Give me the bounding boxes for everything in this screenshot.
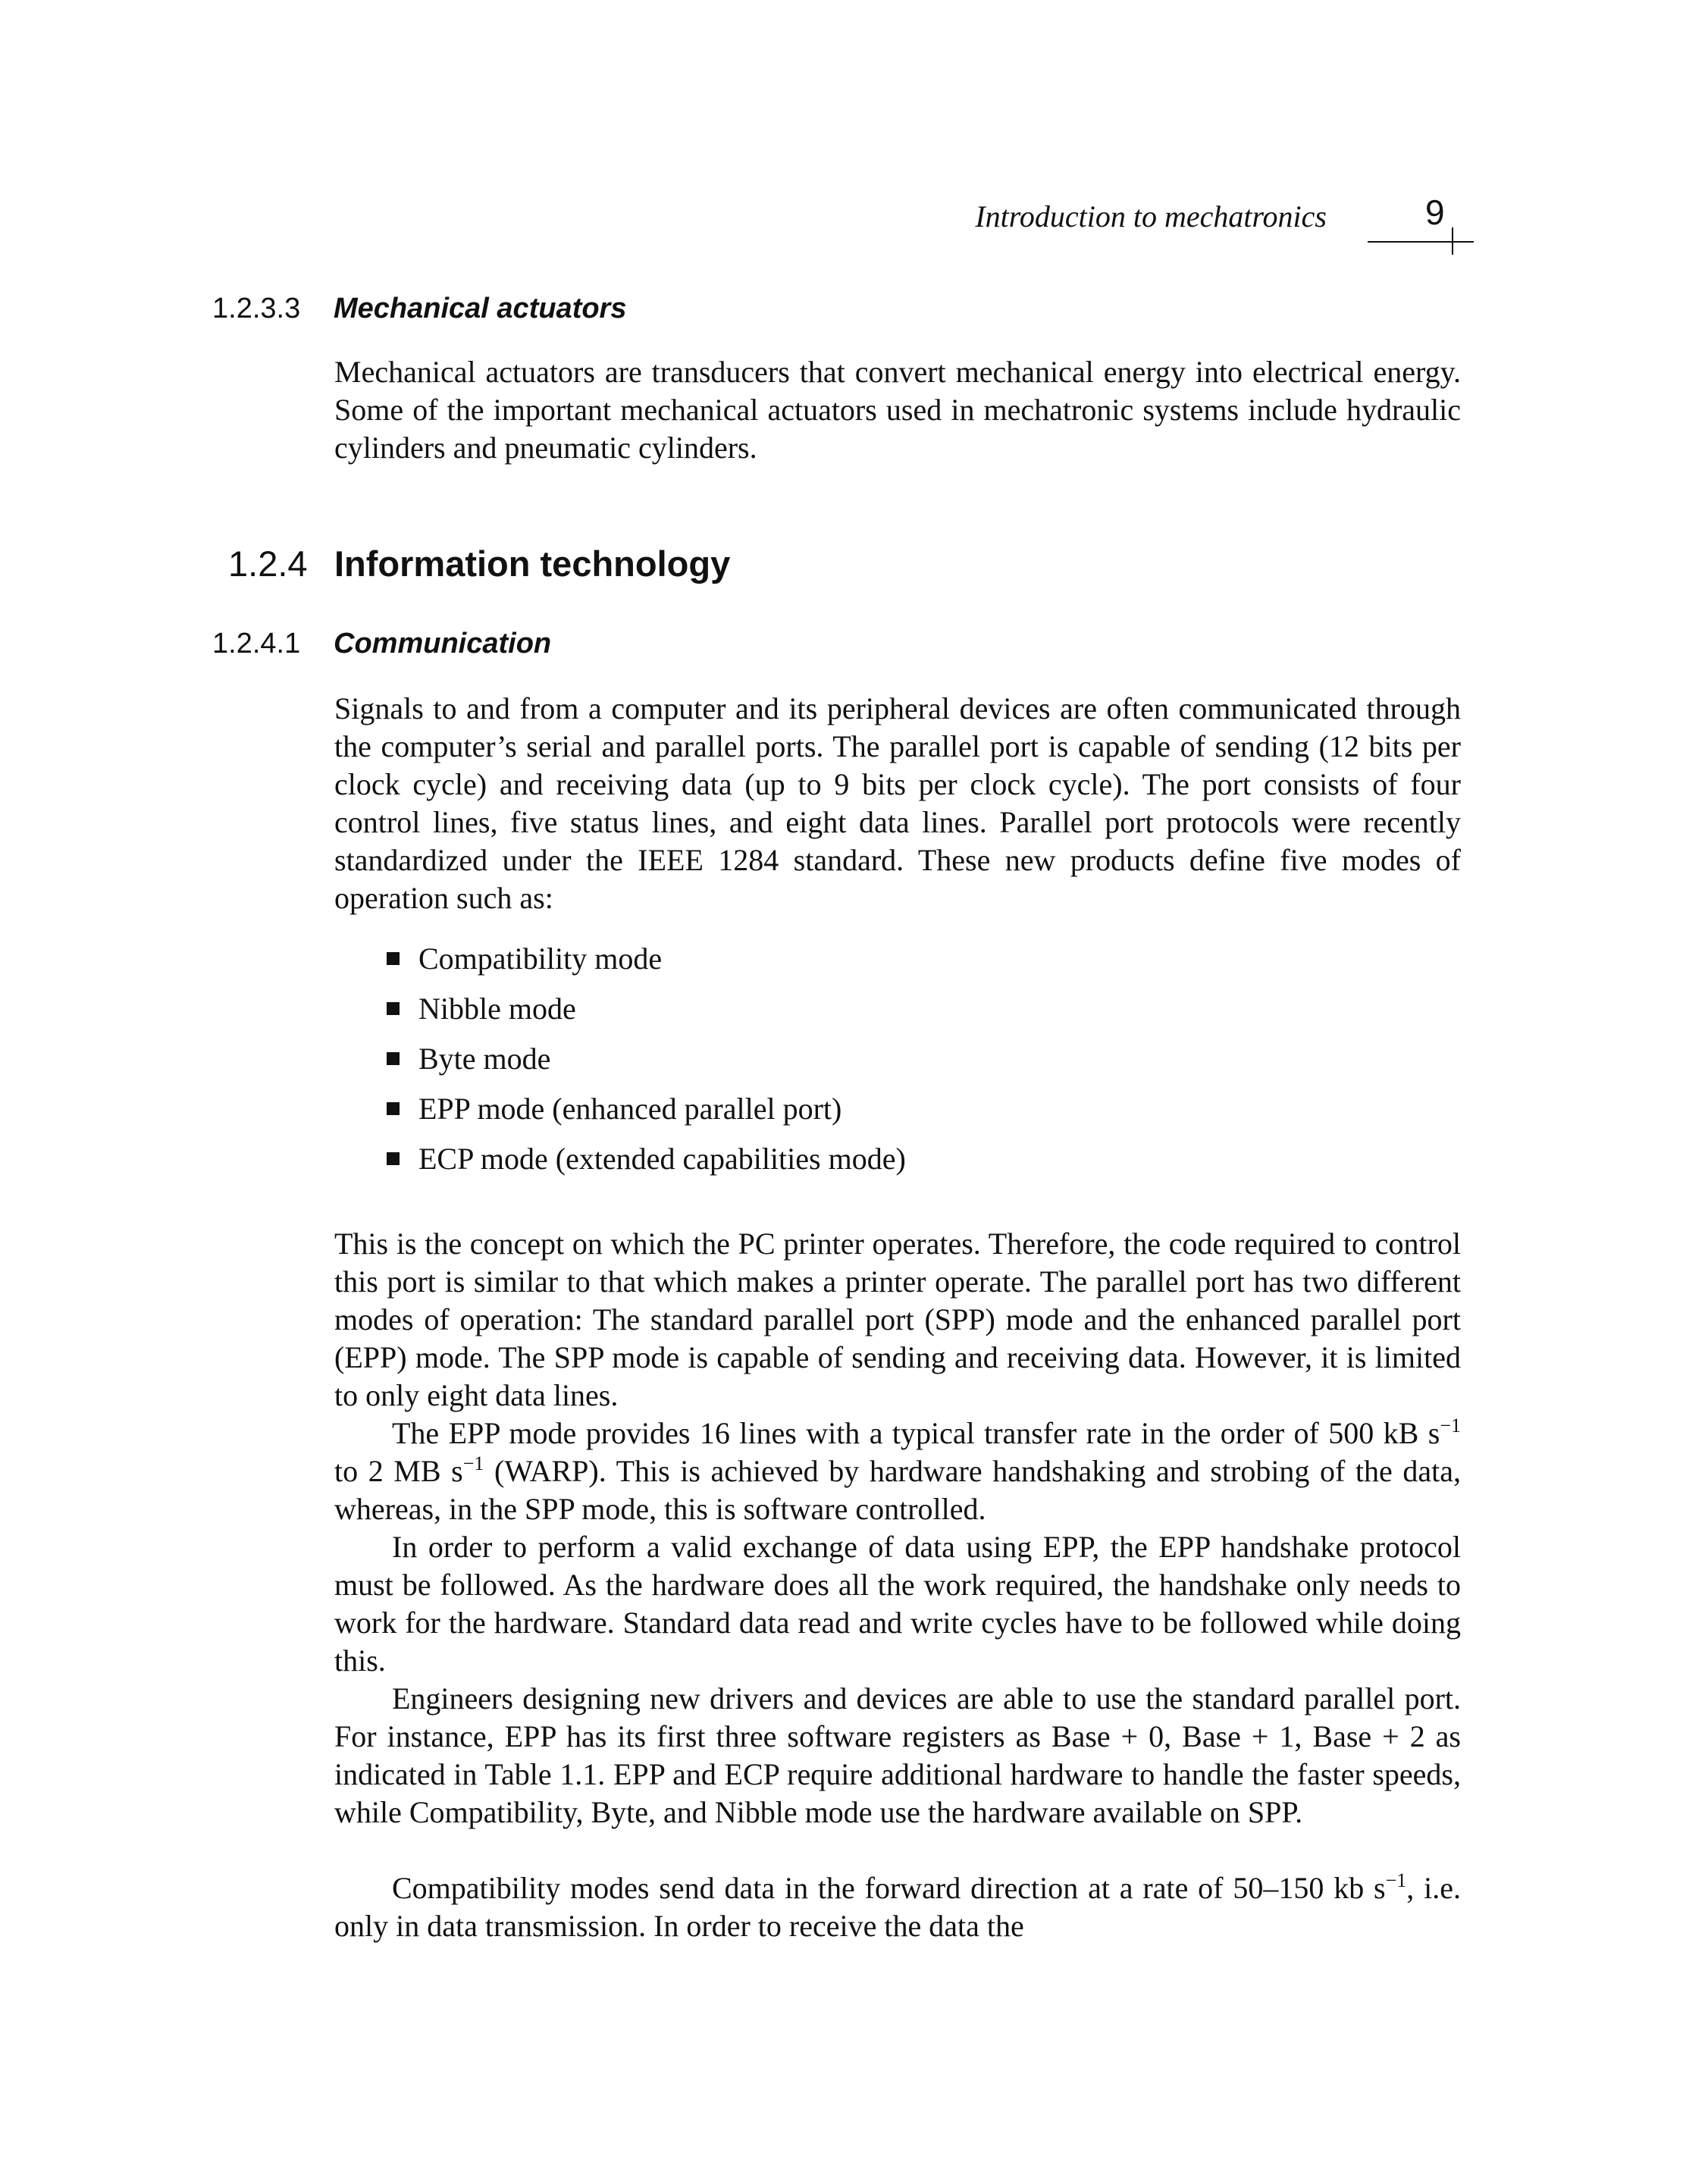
list-item-label: Compatibility mode (418, 942, 663, 976)
section-heading-1-2-4-1 (212, 626, 551, 661)
list-item (387, 1140, 906, 1190)
section-title: Information technology (334, 544, 731, 584)
paragraph-compatibility (334, 1869, 1461, 1945)
compat-text-part-1: Compatibility modes send data in the forward direction at a rate of 50–150 kb s (392, 1871, 1386, 1905)
paragraph-epp-handshake: In order to perform a valid exchange of data using EPP, the EPP handshake protocol must be followed. As the hardware does all the work required, the handshake only needs to work for the hardware. Standard data read and write cycles have to be followed while doing this. (334, 1530, 1461, 1678)
list-item (387, 1090, 906, 1140)
page-number-rule (1368, 241, 1474, 243)
section-title: Communication (334, 628, 552, 660)
bullet-square-icon (387, 1002, 400, 1015)
page-number: 9 (1425, 193, 1445, 232)
modes-list (387, 940, 906, 1190)
paragraph-mechanical-actuators: Mechanical actuators are transducers that convert mechanical energy into electrical energy. Some of the important mechanical actuators used in mechatronic systems include hydraulic cylinders and pneumatic cylinders. (334, 355, 1461, 465)
epp-text-part-3: (WARP). This is achieved by hardware handshaking and strobing of the data, whereas, in the SPP mode, this is software controlled. (334, 1454, 1461, 1526)
section-title: Mechanical actuators (334, 293, 627, 324)
section-heading-1-2-4 (228, 543, 730, 585)
section-number: 1.2.4.1 (212, 628, 301, 660)
paragraph-engineers: Engineers designing new drivers and devices are able to use the standard parallel port. For instance, EPP has its first three software registers as Base + 0, Base + 1, Base + 2 as indicated in Table 1.1. EPP and ECP require additional hardware to handle the faster speeds, while Compatibility, Byte, and Nibble mode use the hardware available on SPP. (334, 1681, 1461, 1829)
section-number: 1.2.4 (228, 544, 308, 584)
section-number: 1.2.3.3 (212, 293, 301, 324)
list-item-label: ECP mode (extended capabilities mode) (418, 1142, 906, 1176)
list-item (387, 990, 906, 1040)
list-item-label: EPP mode (enhanced parallel port) (418, 1092, 842, 1126)
paragraph-epp-mode (334, 1415, 1461, 1528)
bullet-square-icon (387, 1052, 400, 1065)
epp-text-part-2: to 2 MB s (334, 1454, 463, 1488)
epp-exponent-2: −1 (462, 1452, 484, 1474)
bullet-square-icon (387, 1102, 400, 1115)
list-item (387, 1040, 906, 1090)
epp-exponent-1: −1 (1440, 1415, 1461, 1437)
epp-text-part-1: The EPP mode provides 16 lines with a typical transfer rate in the order of 500 kB s (392, 1416, 1440, 1450)
list-item-label: Byte mode (418, 1042, 551, 1076)
running-head-title: Introduction to mechatronics (975, 199, 1327, 233)
section-heading-1-2-3-3 (212, 291, 626, 326)
paragraph-printer-concept: This is the concept on which the PC printer operates. Therefore, the code required to control this port is similar to that which makes a printer operate. The parallel port has two different modes of operation: The standard parallel port (SPP) mode and the enhanced parallel port (EPP) mode. The SPP mode is capable of sending and receiving data. However, it is limited to only eight data lines. (334, 1227, 1461, 1412)
compat-exponent: −1 (1385, 1869, 1407, 1891)
bullet-square-icon (387, 1152, 400, 1165)
list-item (387, 940, 906, 990)
page-number-tick (1452, 227, 1453, 255)
paragraph-signals: Signals to and from a computer and its peripheral devices are often communicated through the computer’s serial and parallel ports. The parallel port is capable of sending (12 bits per clock cycle) and receiving data (up to 9 bits per clock cycle). The port consists of four control lines, five status lines, and eight data lines. Parallel port protocols were recently standardized under the IEEE 1284 standard. These new products define five modes of operation such as: (334, 691, 1461, 915)
bullet-square-icon (387, 952, 400, 965)
compat-text-part-2: , i.e. only in data transmission. In order to receive the data the (334, 1871, 1461, 1943)
list-item-label: Nibble mode (418, 992, 576, 1026)
